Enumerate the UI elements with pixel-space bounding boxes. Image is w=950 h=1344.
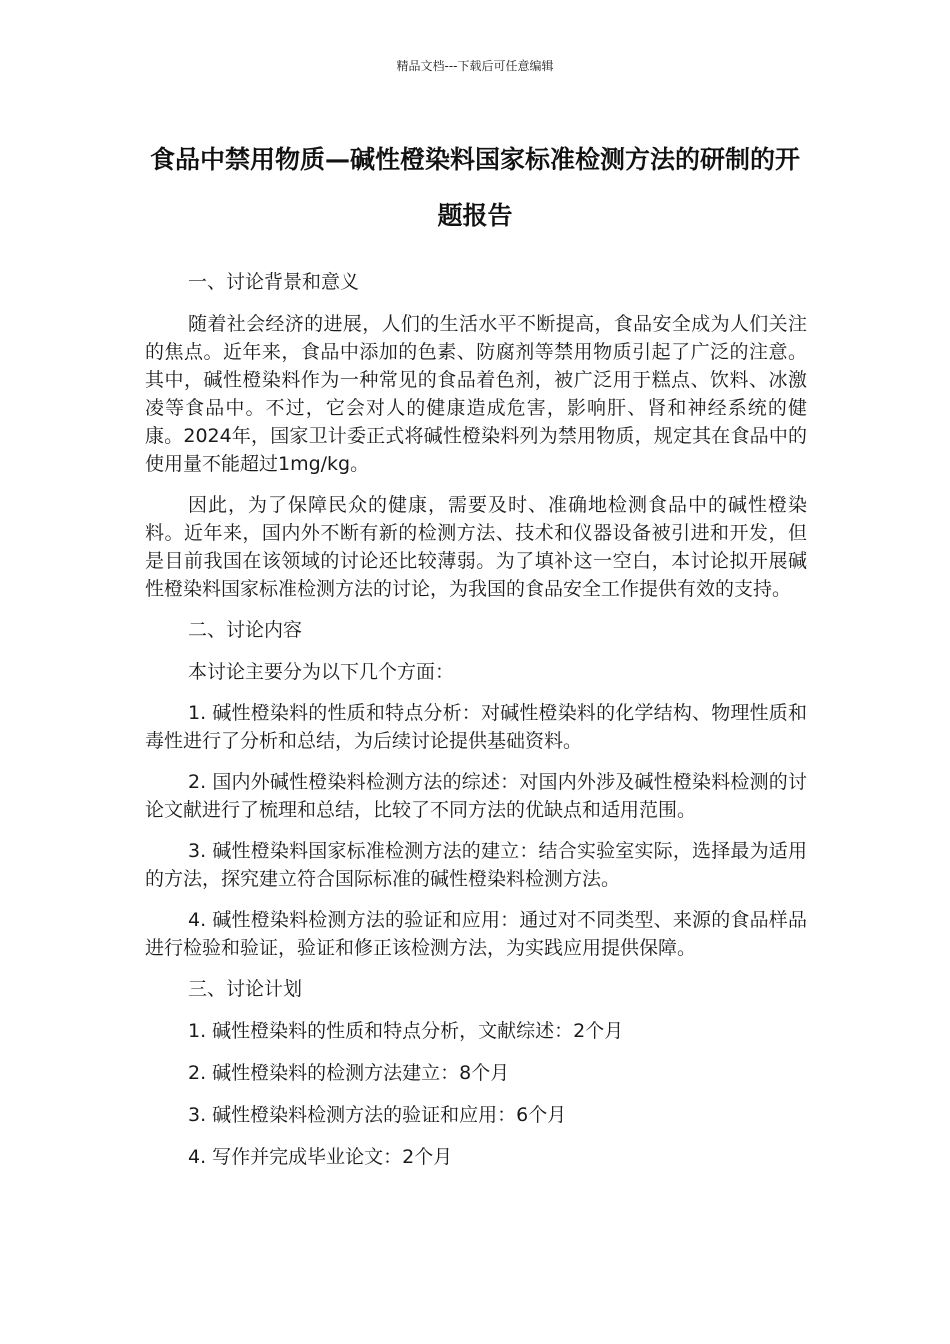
list-item: 2. 碱性橙染料的检测方法建立：8个月	[188, 1062, 510, 1084]
section-heading-plan: 三、讨论计划	[188, 978, 303, 1000]
list-item: 3. 碱性橙染料检测方法的验证和应用：6个月	[188, 1104, 567, 1126]
section-heading-background: 一、讨论背景和意义	[188, 271, 360, 293]
paragraph: 因此，为了保障民众的健康，需要及时、准确地检测食品中的碱性橙染料。近年来，国内外不断有新的检测方法、技术和仪器设备被引进和开发，但是目前我国在该领域的讨论还比较薄弱。为了填补这一空白，本讨论拟开展碱性橙染料国家标准检测方法的讨论，为我国的食品安全工作提供有效的支持。	[145, 494, 807, 600]
paragraph: 本讨论主要分为以下几个方面：	[188, 661, 455, 683]
header-note: 精品文档---下载后可任意编辑	[396, 59, 554, 73]
list-item: 1. 碱性橙染料的性质和特点分析：对碱性橙染料的化学结构、物理性质和毒性进行了分析和总结，为后续讨论提供基础资料。	[145, 702, 807, 752]
list-item: 4. 碱性橙染料检测方法的验证和应用：通过对不同类型、来源的食品样品进行检验和验证，验证和修正该检测方法，为实践应用提供保障。	[145, 909, 807, 959]
list-item: 3. 碱性橙染料国家标准检测方法的建立：结合实验室实际，选择最为适用的方法，探究建立符合国际标准的碱性橙染料检测方法。	[145, 840, 807, 890]
paragraph: 随着社会经济的进展，人们的生活水平不断提高，食品安全成为人们关注的焦点。近年来，食品中添加的色素、防腐剂等禁用物质引起了广泛的注意。其中，碱性橙染料作为一种常见的食品着色剂，被广泛用于糕点、饮料、冰激凌等食品中。不过，它会对人的健康造成危害，影响肝、肾和神经系统的健康。2024年，国家卫计委正式将碱性橙染料列为禁用物质，规定其在食品中的使用量不能超过1mg/kg。	[145, 313, 807, 475]
list-item: 1. 碱性橙染料的性质和特点分析，文献综述：2个月	[188, 1020, 624, 1042]
list-item: 2. 国内外碱性橙染料检测方法的综述：对国内外涉及碱性橙染料检测的讨论文献进行了梳理和总结，比较了不同方法的优缺点和适用范围。	[145, 771, 807, 821]
document-title: 食品中禁用物质—碱性橙染料国家标准检测方法的研制的开题报告	[149, 145, 800, 230]
section-heading-content: 二、讨论内容	[188, 619, 303, 641]
document-body	[145, 268, 807, 1185]
list-item: 4. 写作并完成毕业论文：2个月	[188, 1146, 453, 1168]
